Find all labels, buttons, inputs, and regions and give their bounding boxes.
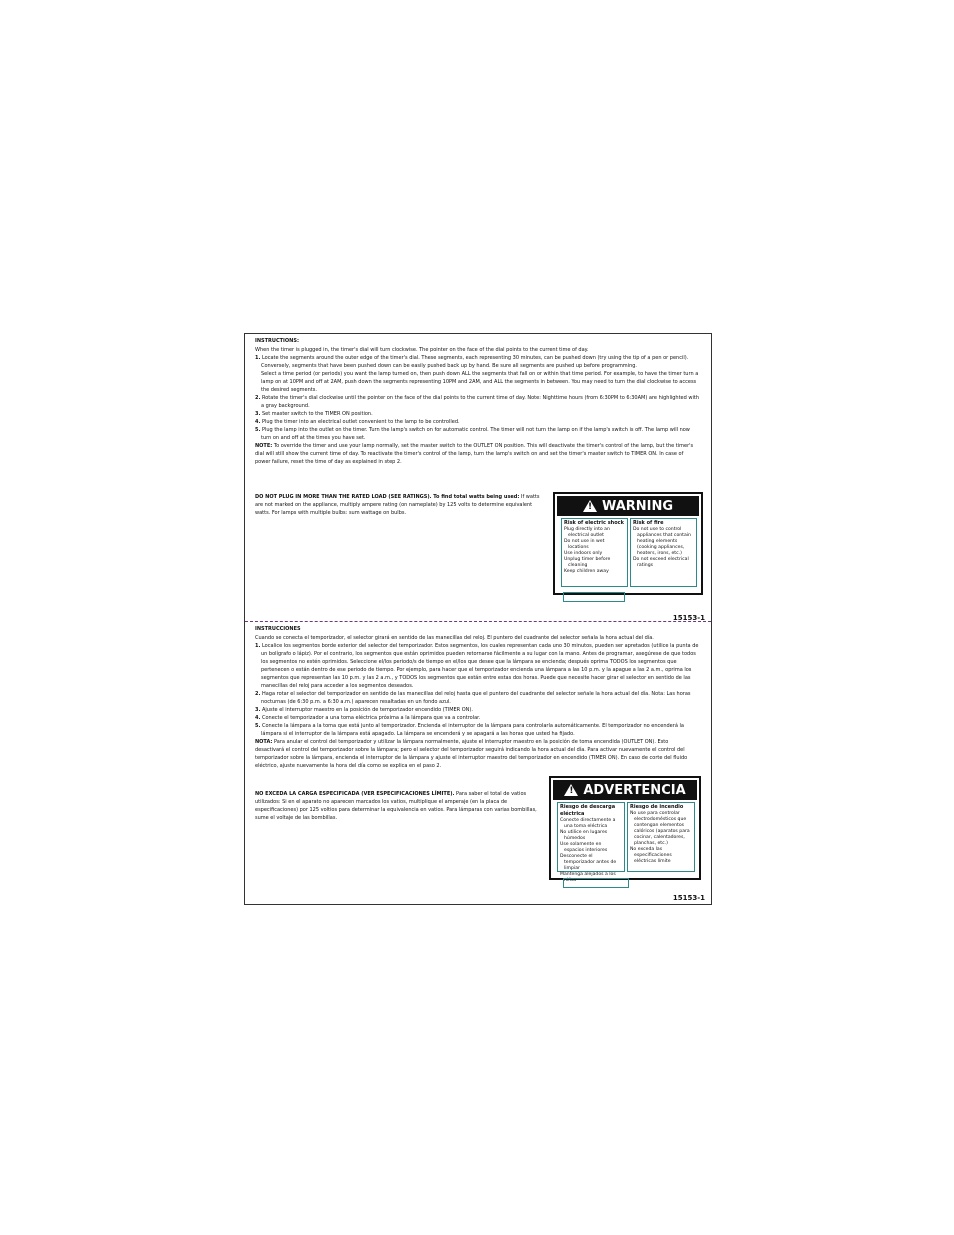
note-text: Para anular el control del temporizador y utilizar la lámpara normalmente, ajuste el interruptor maestro en la posición de toma encendida (OUTLET ON). Esto desactivará el control del temporizador sobre la lámpara; pero el selector del temporizador seguirá indicando la hora actual del día. Para activar nuevamente el control del temporizador sobre la lámpara, encienda el interruptor de la lámpara y ajuste el interruptor maestro del temporizador en encendido (TIMER ON). En caso de corte del fluido eléctrico, ajuste nuevamente la hora del día como se explica en el paso 2.	[255, 739, 688, 769]
list-item: Do not use in wet locations	[564, 539, 605, 550]
note	[255, 442, 699, 466]
list-item: Do not exceed electrical ratings	[633, 557, 689, 568]
step-text: Conecte el temporizador a una toma eléctrica próxima a la lámpara que va a controlar.	[261, 715, 481, 721]
instructions-heading: INSTRUCTIONS:	[255, 338, 299, 344]
step-1	[255, 642, 699, 690]
warning-columns	[557, 802, 695, 883]
warning-columns	[561, 518, 697, 587]
step-4	[255, 714, 699, 722]
step-number: 4.	[255, 419, 261, 425]
list-item: Conecte directamente a una toma eléctrica	[560, 818, 616, 829]
list-item: No utilice en lugares húmedos	[560, 830, 608, 841]
warning-label	[553, 492, 703, 595]
step-4	[255, 418, 699, 426]
step-number: 5.	[255, 427, 261, 433]
step-text: Conecte la lámpara a la toma que está junto al temporizador. Encienda el interruptor de la lámpara para controlarla automáticamente. El temporizador no encenderá la lámpara si el interruptor de la lámpara está apagado. La lámpara se encenderá y se apagará a las horas que usted ha fijado.	[261, 723, 684, 737]
list-item: Mantenga alejados a los niños	[560, 872, 616, 883]
step-number: 5.	[255, 723, 261, 729]
warning-triangle-icon: !	[583, 500, 597, 512]
rated-load-text	[255, 790, 537, 822]
step-number: 4.	[255, 715, 261, 721]
list-item: Plug directly into an electrical outlet	[564, 527, 610, 538]
part-code: 15153-1	[672, 894, 705, 902]
instructions-heading: INSTRUCCIONES	[255, 626, 301, 632]
note-label: NOTA:	[255, 739, 273, 745]
spanish-section	[245, 626, 711, 902]
list-item: Do not use to control appliances that contain heating elements (cooking appliances, heaters, irons, etc.)	[633, 527, 691, 556]
list-item: No use para controlar electrodomésticos que contengan elementos calóricos (aparatos para cocinar, calentadores, planchas, etc.)	[630, 811, 690, 846]
step-1	[255, 354, 699, 370]
teal-frame	[563, 878, 629, 888]
intro-text: Cuando se conecta el temporizador, el selector girará en sentido de las manecillas del reloj. El puntero del cuadrante del selector señala la hora actual del día.	[255, 635, 654, 641]
step-3	[255, 706, 699, 714]
rated-load-heading: DO NOT PLUG IN MORE THAN THE RATED LOAD (SEE RATINGS). To find total watts being used:	[255, 494, 520, 500]
instruction-sheet	[244, 333, 712, 905]
step-text: Rotate the timer's dial clockwise until the pointer on the face of the dial points to the current time of day. Note: Nighttime hours (from 6:30PM to 6:30AM) are highlighted with a gray background.	[261, 395, 699, 409]
step-number: 3.	[255, 411, 261, 417]
step-5	[255, 722, 699, 738]
fire-column	[627, 802, 695, 872]
warning-title: WARNING	[601, 498, 674, 514]
list-item: No exceda las especificaciones eléctricas límite	[630, 847, 672, 864]
step-text: Set master switch to the TIMER ON position.	[261, 411, 373, 417]
intro-text: When the timer is plugged in, the timer's dial will turn clockwise. The pointer on the face of the dial points to the current time of day.	[255, 347, 589, 353]
step-text: Locate the segments around the outer edge of the timer's dial. These segments, each representing 30 minutes, can be pushed down (try using the tip of a pen or pencil). Conversely, segments that have been pushed down can be easily pushed back up by hand. Be sure all segments are pushed up before programming.	[261, 355, 689, 369]
step-2	[255, 690, 699, 706]
shock-column	[557, 802, 625, 883]
list-item: Unplug timer before cleaning	[564, 557, 611, 568]
step-number: 3.	[255, 707, 261, 713]
step-number: 2.	[255, 395, 261, 401]
shock-title: Risk of electric shock	[564, 520, 624, 526]
step-2	[255, 394, 699, 410]
warning-header	[557, 496, 699, 516]
note-text: To override the timer and use your lamp normally, set the master switch to the OUTLET ON position. This will deactivate the timer's control of the lamp, but the timer's dial will still show the current time of day. To reactivate the timer's control of the lamp, turn the lamp's switch on and set the timer's master switch to TIMER ON. In case of power failure, reset the time of day as explained in step 2.	[255, 443, 694, 465]
note	[255, 738, 699, 770]
fire-column	[630, 518, 697, 587]
warning-title: ADVERTENCIA	[583, 782, 686, 798]
cut-line	[245, 621, 711, 622]
list-item: Desconecte el temporizador antes de limpiar	[560, 854, 617, 871]
step-number: 2.	[255, 691, 261, 697]
step-text: Ajuste el interruptor maestro en la posición de temporizador encendido (TIMER ON).	[261, 707, 473, 713]
warning-triangle-icon: !	[564, 784, 578, 796]
part-code: 15153-1	[672, 614, 705, 622]
step-text: Plug the lamp into the outlet on the timer. Turn the lamp's switch on for automatic control. The timer will not turn the lamp on if the lamp's switch is off. The lamp will now turn on and off at the times you have set.	[261, 427, 690, 441]
note-label: NOTE:	[255, 443, 273, 449]
rated-load-body: If watts are not marked on the appliance, multiply ampere rating (on nameplate) by 125 volts to determine equivalent watts. For lamps with multiple bulbs: sum wattage on bulbs.	[255, 494, 540, 516]
rated-load-heading: NO EXCEDA LA CARGA ESPECIFICADA (VER ESPECIFICACIONES LÍMITE).	[255, 791, 455, 797]
warning-label	[549, 776, 701, 883]
step-number: 1.	[255, 643, 261, 649]
list-item: Keep children away	[564, 569, 609, 574]
step-text: Haga rotar el selector del temporizador en sentido de las manecillas del reloj hasta que el puntero del cuadrante del selector señale la hora actual del día. Nota: Las horas nocturnas (de 6:30 p.m. a 6:30 a.m.) aparecen resaltadas en un fondo azul.	[261, 691, 691, 705]
english-section	[245, 338, 711, 622]
step-text: Localice los segmentos borde exterior del selector del temporizador. Estos segmentos, los cuales representan cada uno 30 minutos, pueden ser apretados (utilice la punta de un bolígrafo o lápiz). Por el contrario, los segmentos que están oprimidos pueden retornarse fácilmente a su lugar con la mano. Antes de programar, asegúrese de que todos los segmentos no estén oprimidos. Seleccione el/los periodo/s de tiempo en el/los que desee que la lámpara se encienda; después oprima TODOS los segmentos que pertenecen o están dentro de ese periodo de tiempo. Por ejemplo, para hacer que el temporizador encienda una lámpara a las 10 p.m. y la apague a las 2 a.m., oprima los segmentos que representan las 10 p.m. y las 2 a.m., y TODOS los segmentos que están entre estas dos horas. Puede que necesite hacer girar el selector en sentido de las manecillas del reloj para acceder a los segmentos deseados.	[261, 643, 699, 689]
fire-title: Riesgo de incendio	[630, 804, 684, 810]
list-item: Use solamente en espacios interiores	[560, 842, 608, 853]
step-1-continued: Select a time period (or periods) you want the lamp turned on, then push down ALL the segments that fall on or within that time period. For example, to have the timer turn a lamp on at 10PM and off at 2AM, push down the segments representing 10PM and 2AM, and ALL the segments in between. You may need to turn the dial clockwise to access the desired segments.	[261, 371, 699, 393]
warning-header	[553, 780, 697, 800]
fire-title: Risk of fire	[633, 520, 664, 526]
step-number: 1.	[255, 355, 261, 361]
teal-frame	[563, 592, 625, 602]
step-3	[255, 410, 699, 418]
list-item: Use indoors only	[564, 551, 603, 556]
rated-load-body: Para saber el total de vatios utilizados: Si en el aparato no aparecen marcados los vatios, multiplique el amperaje (en la placa de especificaciones) por 125 voltios para determinar la equivalencia en vatios. Para lámparas con varias bombillas, sume el voltaje de las bombillas.	[255, 791, 537, 821]
shock-title: Riesgo de descarga eléctrica	[560, 804, 616, 817]
step-5	[255, 426, 699, 442]
rated-load-text	[255, 493, 545, 517]
shock-column	[561, 518, 628, 587]
step-text: Plug the timer into an electrical outlet convenient to the lamp to be controlled.	[261, 419, 460, 425]
